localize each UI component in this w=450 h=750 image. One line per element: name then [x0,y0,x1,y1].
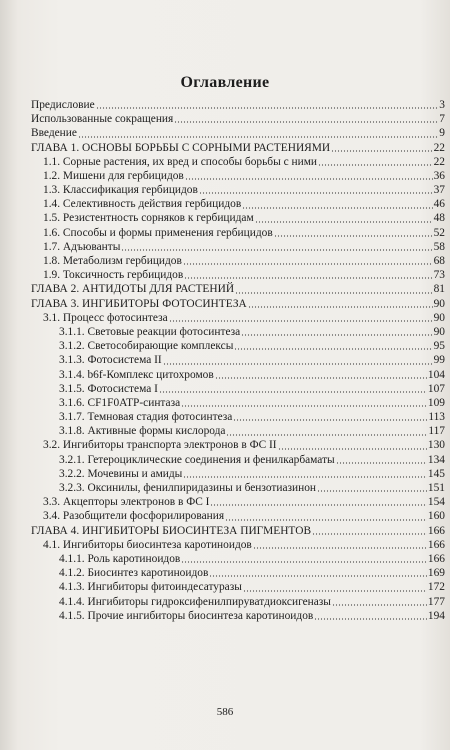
toc-entry [31,439,445,453]
toc-entry [31,424,445,438]
dot-leader [225,519,427,521]
toc-entry-label: 3.2.1. Гетероциклические соединения и фенилкарбаматы [59,453,335,466]
dot-leader [181,405,427,407]
toc-entry-page: 52 [433,226,445,239]
toc-entry [31,126,445,140]
toc-entry [31,226,445,240]
toc-entry-page: 90 [433,311,445,324]
dot-leader [248,306,433,308]
toc-entry-page: 113 [428,411,445,424]
toc-entry-label: 1.4. Селективность действия гербицидов [43,198,242,211]
toc-entry [31,609,445,623]
toc-entry-page: 177 [427,595,445,608]
dot-leader [318,164,433,166]
toc-entry [31,453,445,467]
toc-entry-label: 3.1.6. CF1F0ATP-синтаза [59,396,181,409]
toc-entry-label: 3.1. Процесс фотосинтеза [43,311,168,324]
toc-entry [31,212,445,226]
toc-entry-page: 194 [427,609,445,622]
dot-leader [184,277,432,279]
toc-entry-label: 3.1.7. Темновая стадия фотосинтеза [59,411,233,424]
toc-entry-page: 160 [427,510,445,523]
dot-leader [215,377,427,379]
toc-entry-label: 3.1.1. Световые реакции фотосинтеза [59,325,241,338]
toc-entry-page: 151 [427,482,445,495]
toc-entry-page: 90 [433,297,445,310]
toc-entry-label: 1.8. Метаболизм гербицидов [43,255,182,268]
dot-leader [163,363,433,365]
toc-entry-page: 104 [427,368,445,381]
toc-entry [31,509,445,523]
toc-entry-label: ГЛАВА 1. ОСНОВЫ БОРЬБЫ С СОРНЫМИ РАСТЕНИЯМИ [31,141,331,154]
table-of-contents [31,98,445,623]
toc-entry [31,410,445,424]
toc-entry-page: 73 [433,269,445,282]
toc-entry [31,495,445,509]
toc-entry [31,254,445,268]
toc-entry-page: 107 [427,382,445,395]
dot-leader [241,334,432,336]
toc-entry [31,183,445,197]
toc-entry-label: 1.6. Способы и формы применения гербицидов [43,226,273,239]
toc-entry-label: 4.1.1. Роль каротиноидов [59,552,181,565]
toc-entry-page: 90 [433,325,445,338]
toc-entry-label: ГЛАВА 3. ИНГИБИТОРЫ ФОТОСИНТЕЗА [31,297,247,310]
toc-entry-page: 7 [439,113,445,126]
dot-leader [242,207,432,209]
toc-entry [31,297,445,311]
dot-leader [199,192,433,194]
toc-entry [31,353,445,367]
toc-entry-label: 3.2.2. Мочевины и амиды [59,467,183,480]
toc-entry-page: 68 [433,255,445,268]
toc-entry [31,524,445,538]
dot-leader [243,590,427,592]
toc-entry [31,155,445,169]
toc-entry [31,325,445,339]
toc-entry-page: 99 [433,354,445,367]
toc-entry [31,282,445,296]
toc-entry [31,552,445,566]
toc-entry-label: ГЛАВА 2. АНТИДОТЫ ДЛЯ РАСТЕНИЙ [31,283,235,296]
toc-entry-page: 172 [427,581,445,594]
toc-entry-label: 3.2. Ингибиторы транспорта электронов в ФС II [43,439,277,452]
toc-entry-page: 166 [427,524,445,537]
toc-entry-page: 37 [433,184,445,197]
dot-leader [235,292,433,294]
dot-leader [210,504,426,506]
dot-leader [332,604,427,606]
toc-entry-label: 3.4. Разобщители фосфорилирования [43,510,225,523]
toc-entry-page: 166 [427,538,445,551]
toc-entry-label: 4.1. Ингибиторы биосинтеза каротиноидов [43,538,252,551]
dot-leader [183,263,433,265]
toc-entry [31,481,445,495]
toc-entry-label: 1.1. Сорные растения, их вред и способы борьбы с ними [43,155,317,168]
dot-leader [174,121,438,123]
toc-entry [31,595,445,609]
dot-leader [274,235,433,237]
dot-leader [159,391,427,393]
dot-leader [234,348,432,350]
toc-entry [31,339,445,353]
toc-entry [31,112,445,126]
toc-entry-label: 3.2.3. Оксинилы, фенилпиридазины и бензотиазинон [59,482,316,495]
toc-entry-label: 3.1.5. Фотосистема I [59,382,158,395]
toc-entry-label: Предисловие [31,98,95,111]
toc-entry-label: 3.1.8. Активные формы кислорода [59,425,226,438]
toc-entry-label: ГЛАВА 4. ИНГИБИТОРЫ БИОСИНТЕЗА ПИГМЕНТОВ [31,524,312,537]
toc-entry-page: 95 [433,340,445,353]
toc-entry [31,98,445,112]
toc-entry-label: 1.5. Резистентность сорняков к гербицидам [43,212,254,225]
toc-entry [31,580,445,594]
dot-leader [181,561,427,563]
dot-leader [255,221,433,223]
dot-leader [226,434,427,436]
toc-entry [31,396,445,410]
dot-leader [183,476,427,478]
dot-leader [96,107,439,109]
toc-entry-label: 1.7. Адъюванты [43,240,121,253]
dot-leader [314,618,427,620]
dot-leader [312,533,427,535]
toc-entry [31,169,445,183]
toc-entry-label: 4.1.3. Ингибиторы фитоиндесатуразы [59,581,242,594]
toc-entry [31,240,445,254]
toc-entry [31,197,445,211]
toc-entry-page: 58 [433,240,445,253]
page-number: 586 [216,706,234,718]
dot-leader [121,249,432,251]
toc-entry-page: 3 [439,98,445,111]
toc-entry [31,311,445,325]
toc-entry-page: 81 [433,283,445,296]
toc-entry-page: 134 [427,453,445,466]
toc-entry-label: 3.1.2. Светособирающие комплексы [59,340,234,353]
dot-leader [336,462,427,464]
toc-entry [31,382,445,396]
toc-entry-page: 46 [433,198,445,211]
toc-entry-label: 4.1.5. Прочие ингибиторы биосинтеза каротиноидов [59,609,314,622]
dot-leader [278,448,427,450]
dot-leader [253,547,427,549]
toc-entry-label: 3.1.3. Фотосистема II [59,354,162,367]
toc-entry [31,566,445,580]
toc-entry-page: 130 [427,439,445,452]
dot-leader [78,136,438,138]
toc-entry-label: 4.1.2. Биосинтез каротиноидов [59,567,209,580]
toc-entry-label: 4.1.4. Ингибиторы гидроксифенилпируватдиоксигеназы [59,595,331,608]
toc-entry-page: 22 [433,141,445,154]
toc-entry-label: 3.3. Акцепторы электронов в ФС I [43,496,210,509]
toc-entry [31,368,445,382]
toc-entry-page: 154 [427,496,445,509]
toc-entry-label: 1.2. Мишени для гербицидов [43,169,184,182]
toc-entry [31,268,445,282]
toc-entry-page: 109 [427,396,445,409]
dot-leader [331,150,432,152]
toc-entry-page: 36 [433,169,445,182]
toc-entry-label: Использованные сокращения [31,113,174,126]
toc-entry-page: 117 [428,425,445,438]
toc-entry-page: 145 [427,467,445,480]
toc-entry-label: 1.9. Токсичность гербицидов [43,269,184,282]
toc-entry [31,538,445,552]
toc-entry-page: 169 [427,567,445,580]
page-title: Оглавление [180,74,270,91]
dot-leader [317,490,427,492]
toc-entry-label: Введение [31,127,77,140]
toc-entry-page: 166 [427,552,445,565]
toc-entry [31,467,445,481]
toc-entry-page: 48 [433,212,445,225]
toc-entry-page: 9 [439,127,445,140]
toc-entry-label: 1.3. Классификация гербицидов [43,184,198,197]
dot-leader [233,419,427,421]
toc-entry-page: 22 [433,155,445,168]
dot-leader [185,178,433,180]
dot-leader [169,320,433,322]
toc-entry-label: 3.1.4. b6f-Комплекс цитохромов [59,368,214,381]
toc-entry [31,141,445,155]
dot-leader [209,575,427,577]
